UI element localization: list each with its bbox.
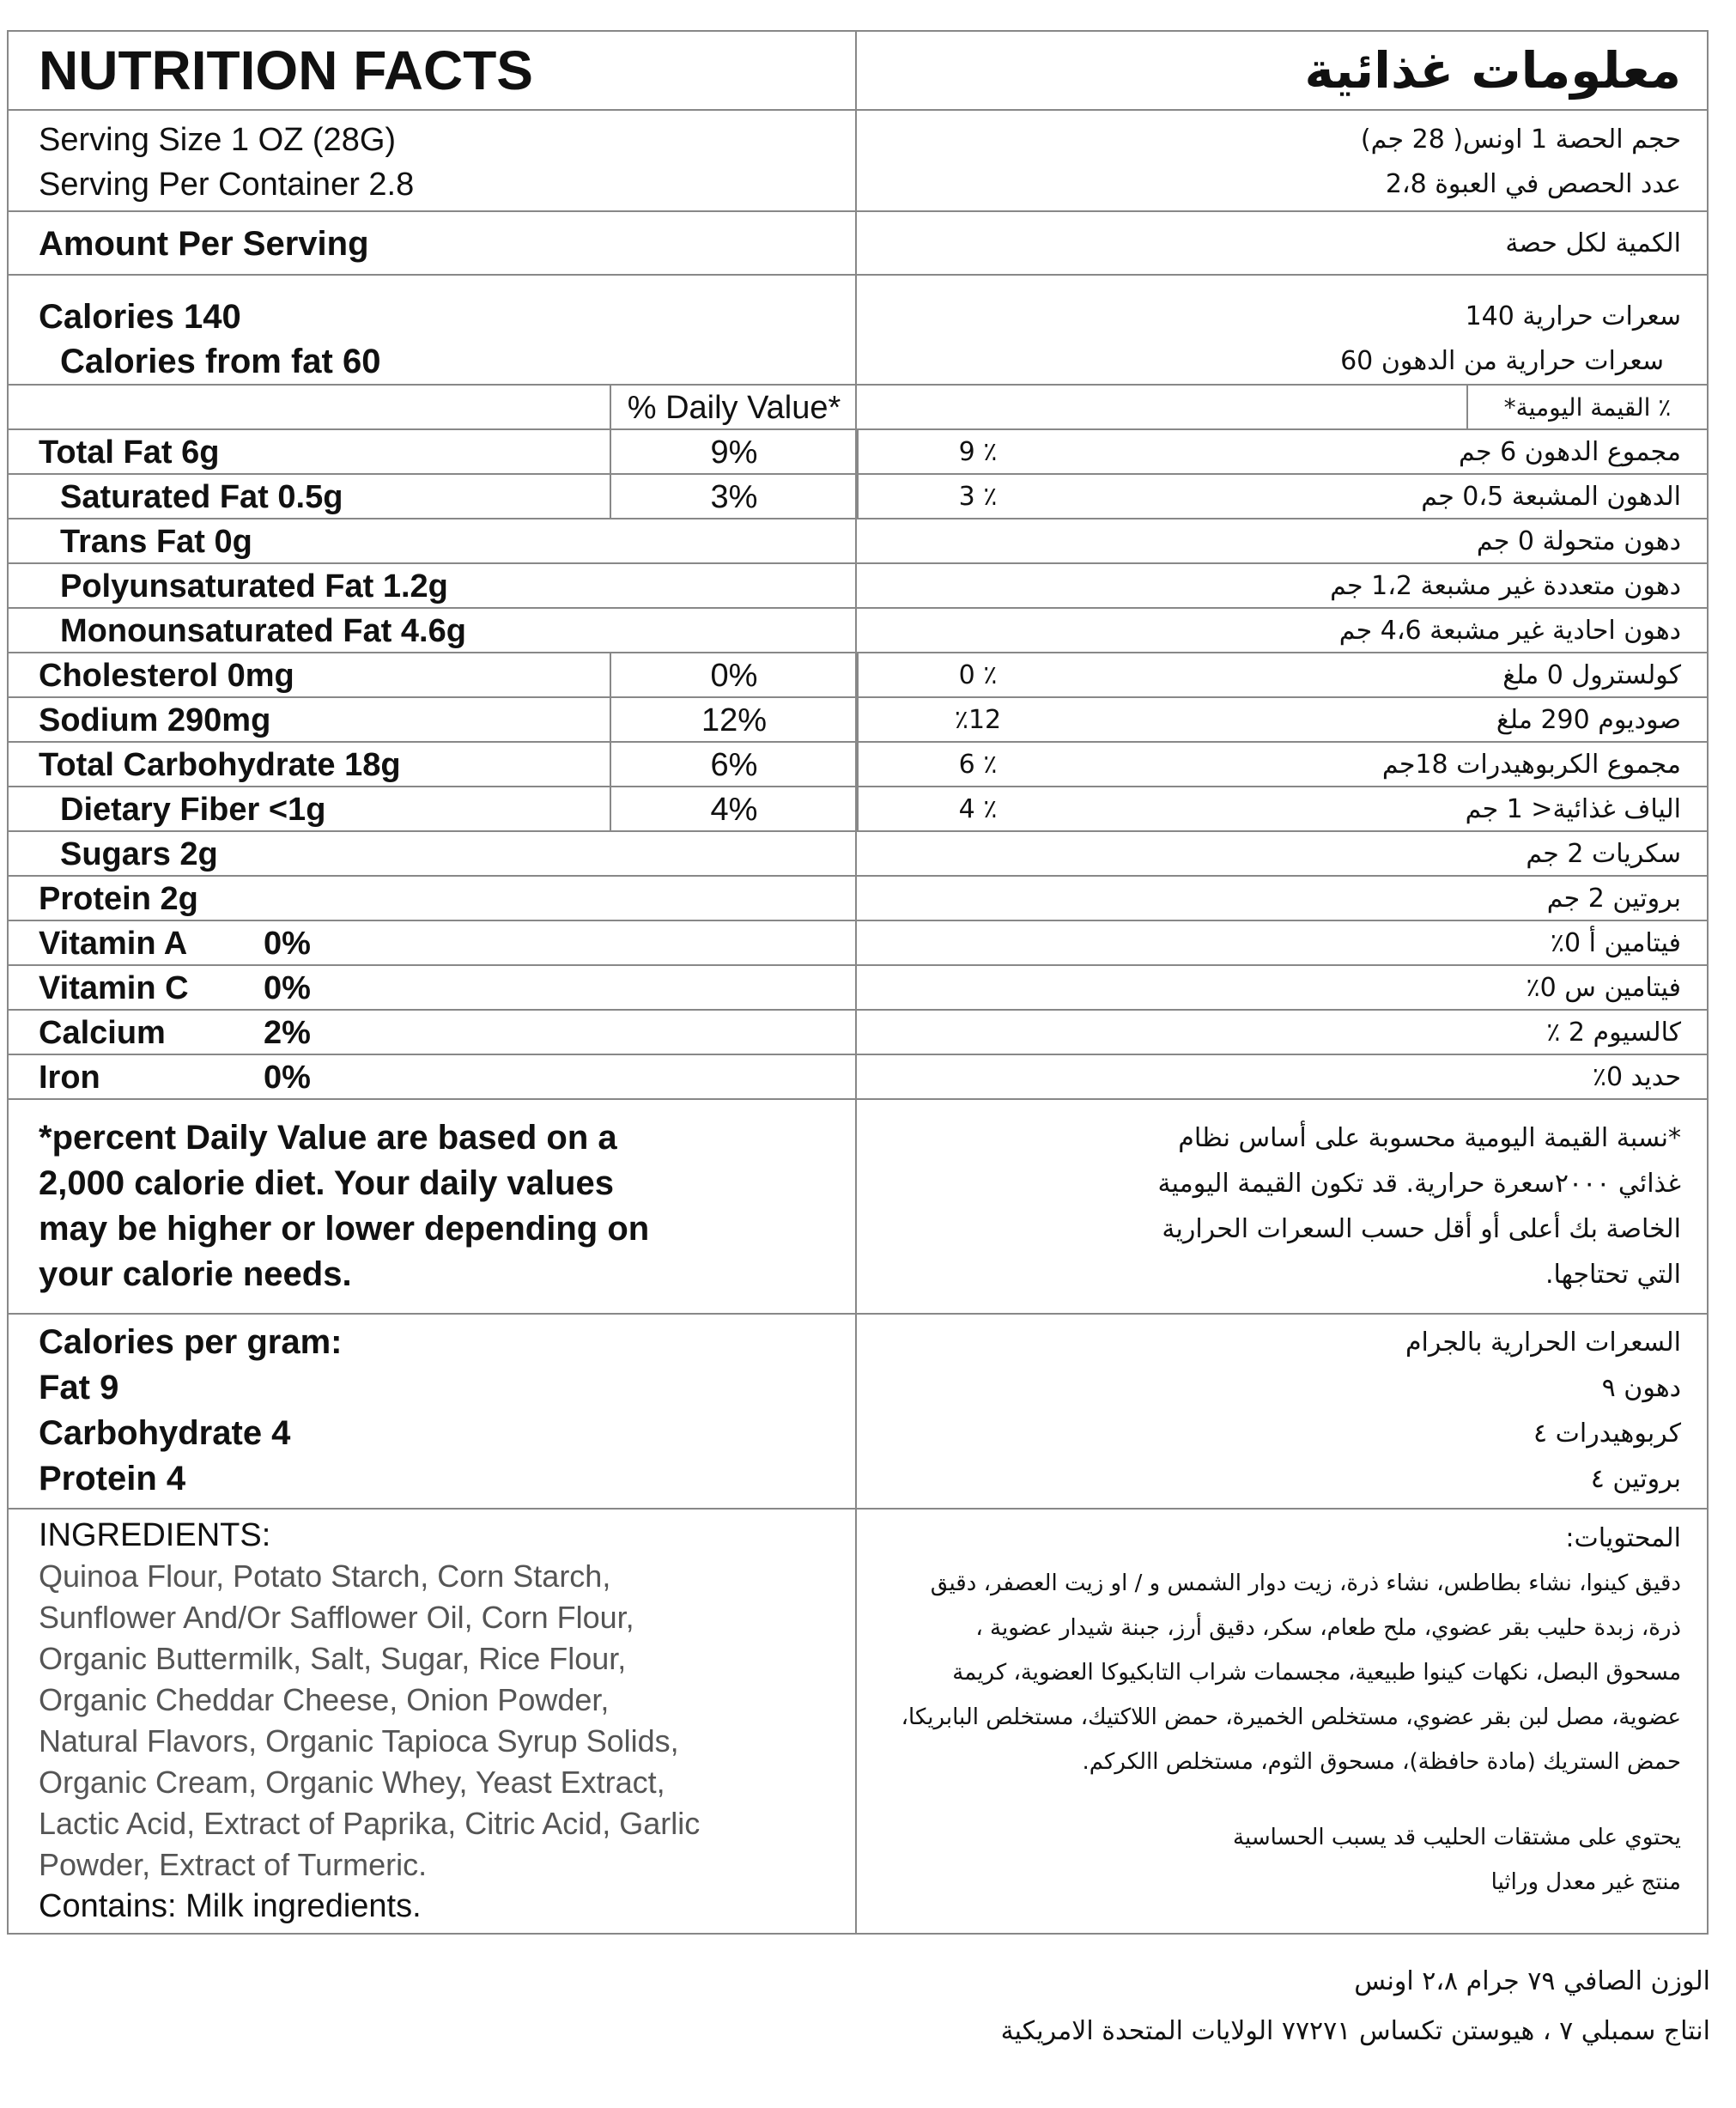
nutrient-name-ar: الياف غذائية< 1 جم (1465, 794, 1681, 824)
nutrient-row (9, 428, 1707, 473)
nutrient-name-en: Monounsaturated Fat 4.6g (60, 613, 466, 649)
footnote-en-line: your calorie needs. (39, 1255, 352, 1293)
nutrient-name-en: Vitamin A (39, 926, 188, 962)
cpg-title-ar: السعرات الحرارية بالجرام (1405, 1327, 1681, 1358)
nutrient-ar-cell: دهون متعددة غير مشبعة 1،2 جم (1330, 571, 1681, 601)
calories-per-gram-row (9, 1313, 1707, 1508)
nutrient-ar-cell: حديد 0٪ (1592, 1062, 1681, 1092)
serving-size-ar: حجم الحصة 1 اونس( 28 جم) (1360, 125, 1681, 155)
calories-from-fat-ar: سعرات حرارية من الدهون 60 (1340, 346, 1664, 376)
nutrient-daily-value-ar: ٪ 0 (857, 653, 1097, 696)
nutrient-name-en: Calcium (39, 1015, 166, 1051)
allergy-note-ar: يحتوي على مشتقات الحليب قد يسبب الحساسية (1233, 1825, 1681, 1850)
calories-per-gram-ar (857, 1315, 1707, 1508)
nutrient-daily-value-en: 12% (610, 698, 857, 741)
cpg-protein-ar: بروتين ٤ (1590, 1464, 1681, 1494)
cpg-carb-ar: كربوهيدرات ٤ (1533, 1418, 1681, 1449)
ingredients-title-en: INGREDIENTS: (39, 1517, 271, 1553)
ingredients-row (9, 1508, 1707, 1933)
serving-en (9, 111, 857, 210)
nutrient-ar-cell (857, 698, 1707, 741)
nutrient-row (9, 741, 1707, 786)
nutrient-name-ar: صوديوم 290 ملغ (1496, 705, 1681, 735)
nutrient-row (9, 920, 1707, 964)
ingredients-line-ar: مسحوق البصل، نكهات كينوا طبيعية، مجسمات شراب التابكيوكا العضوية، كريمة (952, 1660, 1681, 1686)
gmo-note-ar: منتج غير معدل وراثيا (1490, 1869, 1681, 1895)
cpg-fat-en: Fat 9 (39, 1369, 119, 1406)
ingredients-line-ar: دقيق كينوا، نشاء بطاطس، نشاء ذرة، زيت دوار الشمس و / او زيت العصفر، دقيق (930, 1570, 1681, 1596)
nutrient-name-ar: مجموع الكربوهيدرات 18جم (1381, 750, 1681, 780)
nutrient-row (9, 562, 1707, 607)
ingredients-line-en: Quinoa Flour, Potato Starch, Corn Starch, (39, 1558, 611, 1594)
nutrient-ar-cell (857, 475, 1707, 518)
nutrient-ar-cell: دهون متحولة 0 جم (1476, 526, 1681, 556)
nutrient-row (9, 875, 1707, 920)
dv-header-ar-cell (857, 386, 1707, 428)
nutrient-en-cell (9, 1055, 857, 1098)
title-en: NUTRITION FACTS (9, 32, 857, 109)
nutrient-en-cell (9, 475, 857, 518)
nutrient-en-cell (9, 966, 857, 1009)
nutrition-label (7, 30, 1709, 1935)
ingredients-list-en (39, 1556, 855, 1886)
footnote-ar (857, 1100, 1707, 1313)
nutrient-row (9, 786, 1707, 830)
nutrient-daily-value-en: 6% (610, 743, 857, 786)
calories-en (9, 276, 857, 384)
ingredients-line-en: Powder, Extract of Turmeric. (39, 1847, 428, 1882)
cpg-title-en: Calories per gram: (39, 1323, 343, 1361)
nutrient-name-en: Trans Fat 0g (60, 524, 252, 560)
footnote-en-line: may be higher or lower depending on (39, 1210, 650, 1248)
nutrient-name-ar: كولسترول 0 ملغ (1502, 660, 1681, 690)
calories-per-gram-en (9, 1315, 857, 1508)
nutrient-row (9, 696, 1707, 741)
nutrient-ar-cell: دهون احادية غير مشبعة 4،6 جم (1338, 616, 1681, 646)
nutrient-en-cell (9, 787, 857, 830)
ingredients-line-en: Lactic Acid, Extract of Paprika, Citric Acid, Garlic (39, 1806, 701, 1841)
nutrient-ar-cell (857, 787, 1707, 830)
nutrient-daily-value-ar: ٪ 3 (857, 475, 1097, 518)
serving-size-en: Serving Size 1 OZ (28G) (39, 122, 397, 158)
nutrient-name-en: Protein 2g (39, 881, 198, 917)
amount-ar: الكمية لكل حصة (1505, 228, 1681, 258)
nutrient-en-cell (9, 609, 857, 652)
nutrient-ar-cell: سكريات 2 جم (1526, 839, 1681, 869)
amount-en: Amount Per Serving (9, 212, 857, 274)
footnote-ar-line: غذائي ٢٠٠٠سعرة حرارية. قد تكون القيمة اليومية (1157, 1169, 1681, 1199)
nutrient-name-en: Dietary Fiber <1g (60, 792, 326, 828)
nutrient-en-cell (9, 877, 857, 920)
nutrient-row (9, 652, 1707, 696)
nutrient-row (9, 518, 1707, 562)
footnote-en (9, 1100, 857, 1313)
nutrient-row (9, 607, 1707, 652)
nutrient-daily-value-ar: ٪ 6 (857, 743, 1097, 786)
title-row (9, 32, 1707, 109)
nutrient-daily-value-ar: ٪ 9 (857, 430, 1097, 473)
servings-per-container-en: Serving Per Container 2.8 (39, 167, 415, 203)
calories-from-fat-en: Calories from fat 60 (60, 343, 381, 380)
amount-row (9, 210, 1707, 274)
nutrient-name-en: Sugars 2g (60, 836, 218, 872)
footnote-row (9, 1098, 1707, 1313)
footnote-en-line: 2,000 calorie diet. Your daily values (39, 1164, 614, 1202)
nutrient-ar-cell (857, 653, 1707, 696)
ingredients-line-en: Organic Cheddar Cheese, Onion Powder, (39, 1682, 610, 1717)
ingredients-line-en: Organic Cream, Organic Whey, Yeast Extract, (39, 1765, 665, 1800)
calories-value-ar: سعرات حرارية 140 (1465, 301, 1681, 331)
nutrient-row (9, 473, 1707, 518)
title-ar: معلومات غذائية (1304, 41, 1681, 100)
ingredients-line-en: Organic Buttermilk, Salt, Sugar, Rice Flour, (39, 1641, 627, 1676)
ingredients-line-en: Sunflower And/Or Safflower Oil, Corn Flour, (39, 1600, 634, 1635)
footnote-ar-line: *نسبة القيمة اليومية محسوبة على أساس نظام (1178, 1123, 1681, 1153)
nutrient-en-cell (9, 430, 857, 473)
ingredients-line-ar: ذرة، زبدة حليب بقر عضوي، ملح طعام، سكر، دقيق أرز، جبنة شيدار عضوية ، (975, 1615, 1681, 1641)
nutrient-en-cell (9, 743, 857, 786)
nutrient-en-cell (9, 1011, 857, 1054)
contains-en: Contains: Milk ingredients. (39, 1888, 422, 1924)
footnote-ar-line: التي تحتاجها. (1545, 1260, 1681, 1290)
nutrient-name-en: Vitamin C (39, 970, 189, 1006)
nutrient-name-en: Total Carbohydrate 18g (39, 747, 401, 783)
cpg-fat-ar: دهون ٩ (1601, 1373, 1681, 1403)
nutrient-ar-cell: فيتامين أ 0٪ (1550, 928, 1681, 958)
nutrient-name-en: Saturated Fat 0.5g (60, 479, 343, 515)
nutrient-row (9, 1054, 1707, 1098)
nutrient-ar-cell (857, 430, 1707, 473)
nutrient-en-cell (9, 698, 857, 741)
nutrient-en-cell (9, 653, 857, 696)
nutrient-daily-value-en: 3% (610, 475, 857, 518)
calories-value-en: Calories 140 (39, 298, 241, 336)
serving-ar (857, 111, 1707, 210)
ingredients-title-ar: المحتويات: (1565, 1523, 1681, 1553)
footnote-en-line: *percent Daily Value are based on a (39, 1119, 617, 1157)
nutrient-row (9, 964, 1707, 1009)
nutrient-ar-cell: كالسيوم 2 ٪ (1546, 1018, 1681, 1048)
nutrient-name-en: Cholesterol 0mg (39, 658, 294, 694)
nutrient-daily-value-en: 9% (610, 430, 857, 473)
dv-header-en-cell (9, 386, 857, 428)
nutrient-row (9, 1009, 1707, 1054)
nutrient-ar-cell (857, 743, 1707, 786)
nutrient-row (9, 830, 1707, 875)
cpg-protein-en: Protein 4 (39, 1460, 186, 1497)
nutrient-en-cell (9, 832, 857, 875)
footnote-ar-line: الخاصة بك أعلى أو أقل حسب السعرات الحرارية (1162, 1214, 1681, 1244)
nutrient-value-en: 0% (264, 1060, 311, 1096)
calories-row (9, 274, 1707, 384)
nutrient-name-en: Sodium 290mg (39, 702, 271, 738)
daily-value-header-row (9, 384, 1707, 428)
nutrient-rows (9, 428, 1707, 1098)
ingredients-ar (857, 1510, 1707, 1933)
serving-row (9, 109, 1707, 210)
ingredients-line-en: Natural Flavors, Organic Tapioca Syrup Solids, (39, 1723, 679, 1759)
nutrient-value-en: 0% (264, 926, 311, 962)
producer-ar: انتاج سمبلي ٧ ، هيوستن تكساس ٧٧٢٧١ الولايات المتحدة الامريكية (1000, 2016, 1710, 2046)
nutrient-en-cell (9, 564, 857, 607)
nutrient-value-en: 0% (264, 970, 311, 1006)
dv-header-ar: ٪ القيمة اليومية* (1466, 386, 1707, 428)
calories-ar (857, 276, 1707, 384)
dv-header-en: % Daily Value* (610, 386, 857, 428)
nutrient-name-ar: مجموع الدهون 6 جم (1459, 437, 1681, 467)
nutrient-name-en: Iron (39, 1060, 100, 1096)
nutrient-name-ar: الدهون المشبعة 0،5 جم (1421, 482, 1681, 512)
nutrient-daily-value-ar: ٪12 (857, 698, 1097, 741)
servings-per-container-ar: عدد الحصص في العبوة 2،8 (1385, 169, 1681, 199)
ingredients-line-ar: عضوية، مصل لبن بقر عضوي، مستخلص الخميرة، حمض اللاكتيك، مستخلص البابريكا، (901, 1704, 1681, 1730)
nutrient-daily-value-en: 0% (610, 653, 857, 696)
cpg-carb-en: Carbohydrate 4 (39, 1414, 291, 1452)
nutrient-ar-cell: فيتامين س 0٪ (1526, 973, 1681, 1003)
nutrient-name-en: Total Fat 6g (39, 434, 220, 471)
nutrient-daily-value-ar: ٪ 4 (857, 787, 1097, 830)
nutrient-daily-value-en: 4% (610, 787, 857, 830)
nutrient-name-en: Polyunsaturated Fat 1.2g (60, 568, 448, 604)
ingredients-en (9, 1510, 857, 1933)
nutrient-value-en: 2% (264, 1015, 311, 1051)
nutrient-en-cell (9, 519, 857, 562)
ingredients-line-ar: حمض الستريك (مادة حافظة)، مسحوق الثوم، مستخلص االكركم. (1082, 1749, 1681, 1775)
nutrient-ar-cell: بروتين 2 جم (1546, 884, 1681, 914)
nutrient-en-cell (9, 921, 857, 964)
net-weight-ar: الوزن الصافي ٧٩ جرام ٢،٨ اونس (1354, 1966, 1710, 1996)
